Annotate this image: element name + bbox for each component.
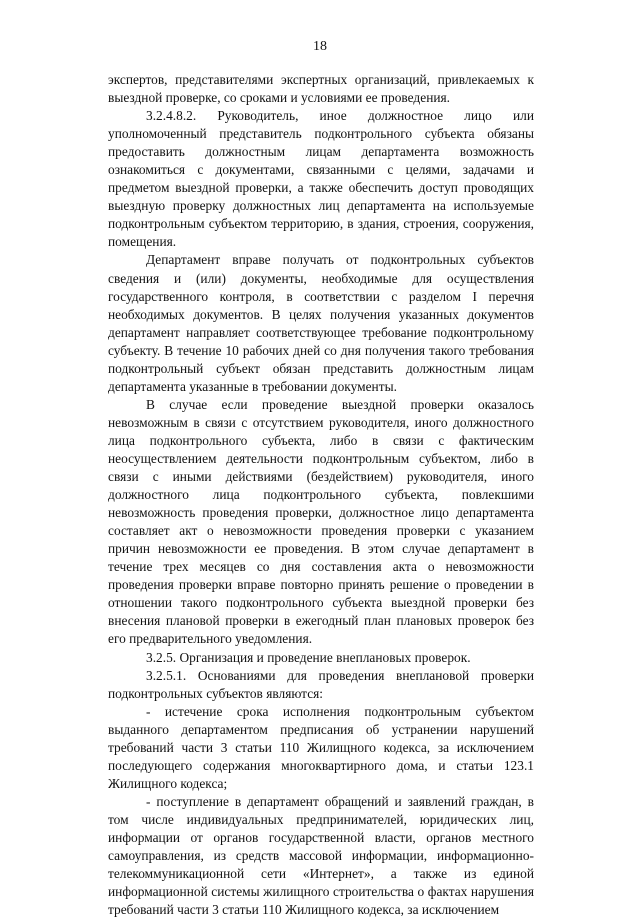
section-heading-3-2-5: 3.2.5. Организация и проведение внеплановых проверок. — [146, 649, 471, 665]
document-body — [108, 71, 534, 919]
paragraph-impossible-inspection: В случае если проведение выездной проверки оказалось невозможным в связи с отсутствием руководителя, иного должностного лица подконтрольного субъекта, либо в связи с фактическим неосуществлением деятельности подконтрольным субъектом, либо в связи с иными действиями (бездействием) руководителя, иного должностного лица подконтрольного субъекта, повлекшими невозможность проведения проверки, должностное лицо департамента составляет акт о невозможности проведения проверки с указанием причин невозможности ее проведения. В этом случае департамент в течение трех месяцев со дня составления акта о невозможности проведения проверки вправе повторно принять решение о проведении в отношении такого подконтрольного субъекта выездной проверки без внесения плановой проверки в ежегодный план плановых проверок без его предварительного уведомления. — [108, 396, 534, 647]
paragraph-continuation: экспертов, представителями экспертных организаций, привлекаемых к выездной проверке, со сроками и условиями ее проведения. — [108, 72, 534, 106]
list-item-order-expiry: - истечение срока исполнения подконтрольным субъектом выданного департаментом предписания об устранении нарушений требований части 3 статьи 110 Жилищного кодекса, за исключением последующего содержания многоквартирного дома, и статьи 123.1 Жилищного кодекса; — [108, 703, 534, 791]
paragraph-department-rights: Департамент вправе получать от подконтрольных субъектов сведения и (или) документы, необходимые для осуществления государственного контроля, в соответствии с разделом I перечня необходимых документов. В целях получения указанных документов департамент направляет соответствующее требование подконтрольному субъекту. В течение 10 рабочих дней со дня получения такого требования подконтрольный субъект обязан представить должностным лицам департамента указанные в требовании документы. — [108, 252, 534, 394]
paragraph-3-2-5-1: 3.2.5.1. Основаниями для проведения внеплановой проверки подконтрольных субъектов являются: — [108, 667, 534, 701]
paragraph-3-2-4-8-2: 3.2.4.8.2. Руководитель, иное должностное лицо или уполномоченный представитель подконтрольного субъекта обязаны предоставить должностным лицам департамента возможность ознакомиться с документами, связанными с целями, задачами и предметом выездной проверки, а также обеспечить доступ проводящих выездную проверку должностных лиц департамента на используемые подконтрольным субъектом территорию, в здания, строения, сооружения, помещения. — [108, 108, 534, 250]
page-number: 18 — [313, 39, 327, 54]
list-item-appeals: - поступление в департамент обращений и заявлений граждан, в том числе индивидуальных предпринимателей, юридических лиц, информации от органов государственной власти, органов местного самоуправления, из средств массовой информации, информационно-телекоммуникационной сети «Интернет», а также из единой информационной системы жилищного строительства о фактах нарушения требований части 3 статьи 110 Жилищного кодекса, за исключением — [108, 793, 534, 918]
